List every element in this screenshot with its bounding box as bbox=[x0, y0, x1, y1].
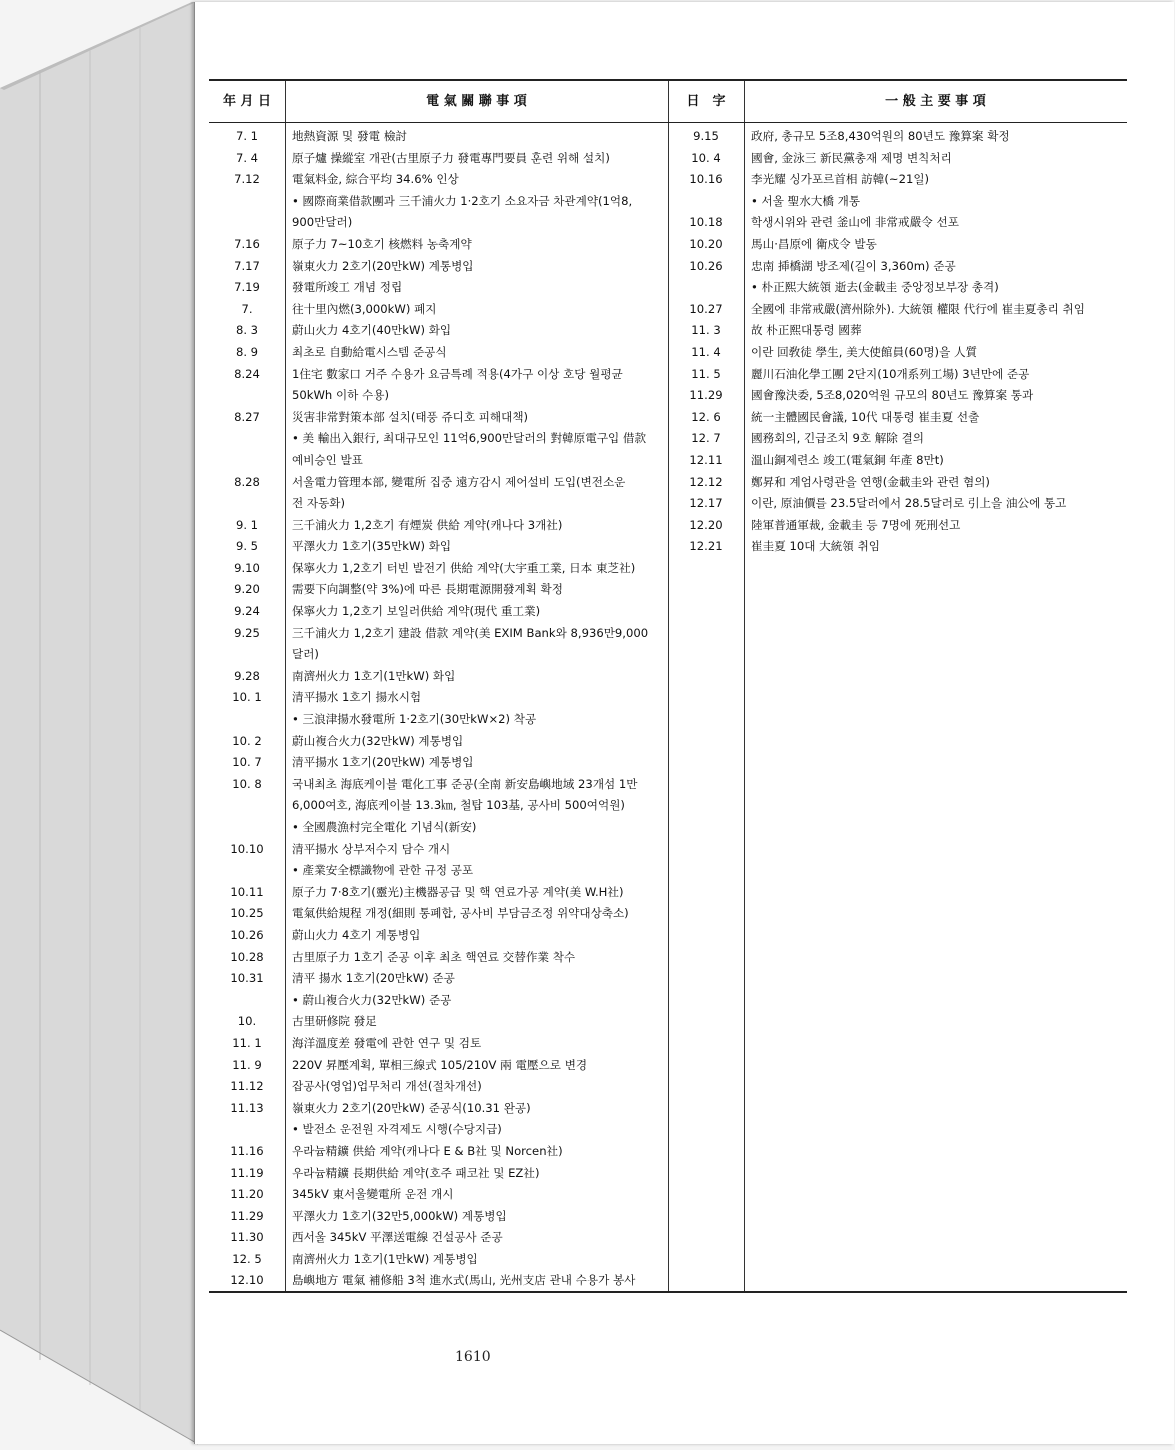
event-cell: 南濟州火力 1호기(1만kW) 화입 bbox=[292, 668, 456, 683]
event-cell: 需要下向調整(약 3%)에 따른 長期電源開發계획 확정 bbox=[292, 582, 563, 597]
header-date-left: 年 月 日 bbox=[222, 94, 272, 109]
event-cell: 1住宅 數家口 거주 수용가 요금특례 적용(4가구 이상 호당 월평균 bbox=[292, 366, 623, 381]
date-cell: 12.20 bbox=[689, 517, 723, 532]
table-header bbox=[209, 81, 1127, 123]
header-electric-events: 電 氣 關 聯 事 項 bbox=[426, 94, 527, 109]
date-cell: 11. 5 bbox=[691, 366, 721, 381]
event-cell: 우라늄精鑛 供給 계약(캐나다 E & B社 및 Norcen社) bbox=[292, 1143, 563, 1158]
date-cell: 10. 8 bbox=[232, 776, 262, 791]
date-cell: 10. 1 bbox=[232, 690, 262, 705]
event-cell: 蔚山火力 4호기(40만kW) 화입 bbox=[292, 323, 452, 338]
date-cell: 11. 1 bbox=[232, 1035, 262, 1050]
date-cell: 10.26 bbox=[230, 927, 264, 942]
event-cell: 清平揚水 상부저수지 담수 개시 bbox=[292, 841, 451, 856]
event-cell: 往十里內燃(3,000kW) 폐지 bbox=[292, 301, 437, 316]
date-cell bbox=[209, 644, 285, 666]
date-cell bbox=[209, 428, 285, 450]
date-cell: 8.27 bbox=[234, 409, 260, 424]
event-cell: 달러) bbox=[292, 647, 319, 662]
date-cell: 12.11 bbox=[689, 452, 723, 467]
event-cell: 清平 揚水 1호기(20만kW) 준공 bbox=[292, 971, 455, 986]
event-cell: • 三浪津揚水發電所 1·2호기(30만kW×2) 착공 bbox=[292, 712, 537, 727]
event-cell: 平澤火力 1호기(35만kW) 화입 bbox=[292, 539, 452, 554]
date-cell: 10.16 bbox=[689, 172, 723, 187]
date-cell: 9.25 bbox=[234, 625, 260, 640]
date-cell: 12.21 bbox=[689, 539, 723, 554]
column-divider bbox=[668, 81, 669, 122]
date-cell: 7.19 bbox=[234, 280, 260, 295]
date-cell: 7.12 bbox=[234, 172, 260, 187]
date-cell: 11. 9 bbox=[232, 1057, 262, 1072]
event-cell: 麗川石油化學工團 2단지(10개系列工場) 3년만에 준공 bbox=[751, 366, 1030, 381]
date-cell: 9.28 bbox=[234, 668, 260, 683]
event-cell: 政府, 총규모 5조8,430억원의 80년도 豫算案 확정 bbox=[751, 129, 1010, 143]
date-cell: 11. 3 bbox=[691, 323, 721, 338]
date-cell: 8. 9 bbox=[235, 344, 259, 359]
event-cell: 嶺東火力 2호기(20만kW) 계통병입 bbox=[292, 258, 474, 273]
date-cell: 7.17 bbox=[234, 258, 260, 273]
right-date-column bbox=[668, 126, 744, 558]
event-cell: 西서울 345kV 平澤送電線 건설공사 준공 bbox=[292, 1230, 503, 1245]
date-cell bbox=[209, 450, 285, 472]
event-cell: 海洋溫度差 發電에 관한 연구 및 검토 bbox=[292, 1035, 482, 1050]
date-cell: 12.12 bbox=[689, 474, 723, 489]
date-cell: 7. 4 bbox=[235, 150, 259, 165]
event-cell: 溫山銅제련소 竣工(電氣銅 年產 8만t) bbox=[751, 452, 944, 467]
date-cell: 8.28 bbox=[234, 474, 260, 489]
date-cell: 8.24 bbox=[234, 366, 260, 381]
event-cell: 電氣供給規程 개정(細則 통폐합, 공사비 부담금조정 위약대상축소) bbox=[292, 906, 629, 921]
date-cell: 11. 4 bbox=[691, 344, 721, 359]
left-date-column bbox=[209, 126, 285, 1292]
event-cell: 이란 回敎徒 學生, 美大使館員(60명)을 人質 bbox=[751, 344, 978, 359]
event-cell: 保寧火力 1,2호기 보일러供給 계약(現代 重工業) bbox=[292, 604, 541, 619]
date-cell: 11.19 bbox=[230, 1165, 264, 1180]
date-cell: 12. 6 bbox=[691, 409, 721, 424]
chronology-table bbox=[209, 79, 1127, 1293]
event-cell: 原子力 7~10호기 核燃料 농축계약 bbox=[292, 236, 472, 251]
date-cell: 9.10 bbox=[234, 560, 260, 575]
column-divider bbox=[744, 81, 745, 122]
event-cell: 馬山·昌原에 衛戍令 발동 bbox=[751, 236, 877, 251]
date-cell bbox=[668, 191, 744, 213]
date-cell: 11.29 bbox=[689, 388, 723, 403]
event-cell: 국내최초 海底케이블 電化工事 준공(全南 新安島嶼地域 23개섬 1만 bbox=[292, 776, 638, 791]
date-cell: 11.29 bbox=[230, 1208, 264, 1223]
event-cell: 古里研修院 發足 bbox=[292, 1014, 377, 1029]
event-cell: 崔圭夏 10대 大統領 취임 bbox=[751, 539, 880, 554]
event-cell: 國會豫決委, 5조8,020억원 규모의 80년도 豫算案 통과 bbox=[751, 388, 1034, 403]
date-cell bbox=[209, 191, 285, 213]
date-cell bbox=[209, 493, 285, 515]
date-cell: 10.10 bbox=[230, 841, 264, 856]
event-cell: 原子力 7·8호기(靈光)主機器공급 및 핵 연료가공 계약(美 W.H社) bbox=[292, 884, 624, 899]
event-cell: 우라늄精鑛 長期供給 계약(호주 패코社 및 EZ社) bbox=[292, 1165, 540, 1180]
event-cell: 忠南 揷橋湖 방조제(길이 3,360m) 준공 bbox=[751, 258, 956, 273]
date-cell bbox=[209, 860, 285, 882]
date-cell: 9.24 bbox=[234, 604, 260, 619]
event-cell: 鄭昇和 계엄사령관을 연행(金載圭와 관련 혐의) bbox=[751, 474, 990, 489]
event-cell: 학생시위와 관련 釜山에 非常戒嚴令 선포 bbox=[751, 215, 959, 230]
event-cell: • 美 輸出入銀行, 최대규모인 11억6,900만달러의 對韓原電구입 借款 bbox=[292, 431, 647, 446]
header-date-right: 日 字 bbox=[686, 94, 726, 109]
document-page bbox=[194, 2, 1174, 1444]
event-cell: 災害非常對策本部 설치(태풍 쥬디호 피해대책) bbox=[292, 409, 529, 424]
event-cell: 이란, 原油價를 23.5달러에서 28.5달러로 引上을 油公에 통고 bbox=[751, 496, 1067, 511]
date-cell: 10.26 bbox=[689, 258, 723, 273]
event-cell: 陸軍普通軍裁, 金載圭 등 7명에 死刑선고 bbox=[751, 517, 961, 532]
date-cell: 10. 4 bbox=[691, 150, 721, 165]
date-cell: 12. 7 bbox=[691, 431, 721, 446]
date-cell: 10. 7 bbox=[232, 755, 262, 770]
date-cell: 9. 1 bbox=[235, 517, 259, 532]
event-cell: 예비승인 발표 bbox=[292, 452, 363, 467]
date-cell: 9.15 bbox=[693, 129, 719, 143]
date-cell: 10. 2 bbox=[232, 733, 262, 748]
event-cell: 서울電力管理本部, 變電所 집중 遠方감시 제어설비 도입(변전소운 bbox=[292, 474, 626, 489]
event-cell: 三千浦火力 1,2호기 有煙炭 供給 계약(캐나다 3개社) bbox=[292, 517, 563, 532]
event-cell: 清平揚水 1호기 揚水시험 bbox=[292, 690, 422, 705]
date-cell: 10.27 bbox=[689, 301, 723, 316]
event-cell: 全國에 非常戒嚴(濟州除外). 大統領 權限 代行에 崔圭夏총리 취임 bbox=[751, 301, 1085, 316]
date-cell: 10.31 bbox=[230, 971, 264, 986]
event-cell: • 서울 聖水大橋 개통 bbox=[751, 193, 861, 208]
header-general-events: 一 般 主 要 事 項 bbox=[885, 94, 986, 109]
event-cell: 國會, 金泳三 新民黨총재 제명 변칙처리 bbox=[751, 150, 952, 165]
event-cell: 島嶼地方 電氣 補修船 3척 進水式(馬山, 光州支店 관내 수용가 봉사 bbox=[292, 1273, 636, 1288]
date-cell bbox=[209, 1119, 285, 1141]
event-cell: 保寧火力 1,2호기 터빈 발전기 供給 계약(大宇重工業, 日本 東芝社) bbox=[292, 560, 636, 575]
event-cell: 電氣料金, 綜合平均 34.6% 인상 bbox=[292, 172, 459, 187]
event-cell: 蔚山火力 4호기 계통병입 bbox=[292, 927, 421, 942]
event-cell: 220V 昇壓계획, 單相三線式 105/210V 兩 電壓으로 변경 bbox=[292, 1057, 588, 1072]
date-cell: 10. bbox=[237, 1014, 257, 1029]
event-cell: 統一主體國民會議, 10代 대통령 崔圭夏 선출 bbox=[751, 409, 980, 424]
event-cell: 6,000여호, 海底케이블 13.3㎞, 철탑 103基, 공사비 500여억원) bbox=[292, 798, 625, 813]
date-cell: 12. 5 bbox=[232, 1251, 262, 1266]
date-cell: 8. 3 bbox=[235, 323, 259, 338]
table-body bbox=[209, 123, 1127, 1291]
event-cell: 發電所竣工 개념 정립 bbox=[292, 280, 403, 295]
event-cell: • 全國農漁村完全電化 기념식(新安) bbox=[292, 820, 477, 834]
date-cell: 10.11 bbox=[230, 884, 264, 899]
date-cell bbox=[209, 212, 285, 234]
event-cell: • 蔚山複合火力(32만kW) 준공 bbox=[292, 992, 452, 1007]
event-cell: 최초로 自動給電시스템 준공식 bbox=[292, 344, 447, 359]
event-cell: • 朴正熙大統領 逝去(金載圭 중앙정보부장 총격) bbox=[751, 280, 999, 295]
date-cell: 12.10 bbox=[230, 1273, 264, 1288]
date-cell: 7.16 bbox=[234, 236, 260, 251]
date-cell: 11.12 bbox=[230, 1079, 264, 1094]
date-cell: 10.28 bbox=[230, 949, 264, 964]
event-cell: • 產業安全標識物에 관한 규정 공포 bbox=[292, 863, 474, 878]
event-cell: 50kWh 이하 수용) bbox=[292, 388, 389, 403]
date-cell bbox=[209, 817, 285, 839]
event-cell: 地熱資源 및 發電 檢討 bbox=[292, 129, 408, 143]
event-cell: 900만달러) bbox=[292, 215, 353, 230]
event-cell: 國務회의, 긴급조치 9호 解除 결의 bbox=[751, 431, 924, 446]
date-cell: 7. bbox=[241, 301, 253, 316]
event-cell: 古里原子力 1호기 준공 이후 최초 핵연료 交替作業 착수 bbox=[292, 949, 576, 964]
event-cell: • 발전소 운전원 자격제도 시행(수당지급) bbox=[292, 1122, 502, 1137]
date-cell: 10.18 bbox=[689, 215, 723, 230]
book-page-stack bbox=[0, 0, 200, 1446]
page-number: 1610 bbox=[455, 1349, 491, 1365]
event-cell: 345kV 東서울變電所 운전 개시 bbox=[292, 1187, 454, 1202]
date-cell: 10.20 bbox=[689, 236, 723, 251]
left-event-column bbox=[285, 126, 668, 1292]
event-cell: 三千浦火力 1,2호기 建設 借款 계약(美 EXIM Bank와 8,936만9,000 bbox=[292, 625, 649, 640]
event-cell: 平澤火力 1호기(32만5,000kW) 계통병입 bbox=[292, 1208, 507, 1223]
date-cell: 11.13 bbox=[230, 1100, 264, 1115]
date-cell: 12.17 bbox=[689, 496, 723, 511]
event-cell: 잡공사(영업)업무처리 개선(절차개선) bbox=[292, 1079, 482, 1094]
event-cell: 原子爐 操縱室 개관(古里原子力 發電專門要員 훈련 위해 설치) bbox=[292, 150, 610, 165]
date-cell bbox=[209, 385, 285, 407]
right-event-column bbox=[744, 126, 1127, 558]
date-cell bbox=[209, 709, 285, 731]
event-cell: 李光耀 싱가포르首相 訪韓(~21일) bbox=[751, 172, 930, 187]
date-cell: 11.30 bbox=[230, 1230, 264, 1245]
date-cell: 11.20 bbox=[230, 1187, 264, 1202]
date-cell: 9. 5 bbox=[235, 539, 259, 554]
column-divider bbox=[285, 81, 286, 122]
event-cell: 南濟州火力 1호기(1만kW) 계통병입 bbox=[292, 1251, 478, 1266]
date-cell bbox=[209, 795, 285, 817]
date-cell bbox=[668, 277, 744, 299]
book-edge-graphic bbox=[0, 0, 200, 1446]
event-cell: 전 자동화) bbox=[292, 496, 346, 511]
event-cell: 蔚山複合火力(32만kW) 계통병입 bbox=[292, 733, 464, 748]
date-cell: 10.25 bbox=[230, 906, 264, 921]
event-cell: 故 朴正熙대통령 國葬 bbox=[751, 323, 862, 338]
date-cell: 7. 1 bbox=[235, 129, 259, 143]
date-cell: 9.20 bbox=[234, 582, 260, 597]
date-cell: 11.16 bbox=[230, 1143, 264, 1158]
event-cell: 嶺東火力 2호기(20만kW) 준공식(10.31 완공) bbox=[292, 1100, 531, 1115]
event-cell: • 國際商業借款團과 三千浦火力 1·2호기 소요자금 차관계약(1억8, bbox=[292, 193, 633, 208]
date-cell bbox=[209, 990, 285, 1012]
event-cell: 清平揚水 1호기(20만kW) 계통병입 bbox=[292, 755, 474, 770]
